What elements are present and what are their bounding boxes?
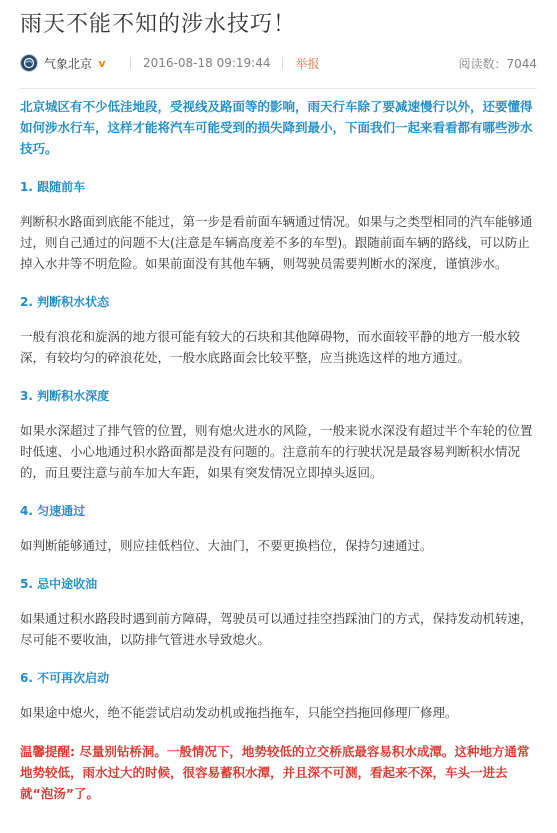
section-body: 一般有浪花和旋涡的地方很可能有较大的石块和其他障碍物，而水面较平静的地方一般水较深，有较均匀的碎浪花处，一般水底路面会比较平整，应当挑选这样的地方通过。	[20, 329, 521, 365]
weather-logo-icon	[23, 57, 35, 69]
section-body: 如果通过积水路段时遇到前方障碍，驾驶员可以通过挂空挡踩油门的方式，保持发动机转速，尽可能不要收油，以防排气管进水导致熄火。	[20, 611, 533, 647]
verified-v-icon: v	[98, 56, 106, 70]
section-title: 5. 忌中途收油	[20, 577, 98, 591]
section-title: 4. 匀速通过	[20, 504, 86, 518]
section-title: 1. 跟随前车	[20, 180, 86, 194]
meta-separator	[130, 57, 131, 69]
article-meta	[20, 50, 537, 76]
warm-tip: 温馨提醒: 尽量别钻桥洞。一般情况下，地势较低的立交桥底最容易积水成潭。这种地方通常地势较低，雨水过大的时候，很容易蓄积水潭，并且深不可测，看起来不深，车头一进去就“泡汤”了。	[20, 744, 530, 801]
report-link[interactable]: 举报	[295, 56, 320, 71]
avatar[interactable]	[20, 54, 38, 72]
section-title: 2. 判断积水状态	[20, 295, 110, 309]
header-divider	[20, 88, 537, 89]
section-body: 如果水深超过了排气管的位置，则有熄火进水的风险，一般来说水深没有超过半个车轮的位置时低速、小心地通过积水路面都是没有问题的。注意前车的行驶状况是最容易判断积水情况的，而且要注意与前车加大车距，如果有突发情况立即掉头返回。	[20, 423, 533, 480]
section-title: 6. 不可再次启动	[20, 671, 110, 685]
section-title: 3. 判断积水深度	[20, 389, 110, 403]
section-body: 如判断能够通过，则应挂低档位、大油门，不要更换档位，保持匀速通过。	[20, 538, 433, 553]
read-count: 阅读数：7044	[458, 56, 537, 71]
author-name[interactable]: 气象北京	[44, 56, 93, 71]
publish-time: 2016-08-18 09:19:44	[143, 56, 271, 70]
meta-separator	[282, 57, 283, 69]
section-body: 如果途中熄火，绝不能尝试启动发动机或拖挡拖车，只能空挡拖回修理厂修理。	[20, 705, 458, 720]
article-content	[20, 96, 537, 804]
intro-paragraph: 北京城区有不少低洼地段，受视线及路面等的影响，雨天行车除了要减速慢行以外，还要懂得如何涉水行车，这样才能将汽车可能受到的损失降到最小，下面我们一起来看看都有哪些涉水技巧。	[20, 99, 533, 156]
article-title: 雨天不能不知的涉水技巧！	[20, 12, 297, 37]
section-body: 判断积水路面到底能不能过，第一步是看前面车辆通过情况。如果与之类型相同的汽车能够通过，则自己通过的问题不大(注意是车辆高度差不多的车型)。跟随前面车辆的路线，可以防止掉入水井等不明危险。如果前面没有其他车辆，则驾驶员需要判断水的深度，谨慎涉水。	[20, 214, 533, 271]
